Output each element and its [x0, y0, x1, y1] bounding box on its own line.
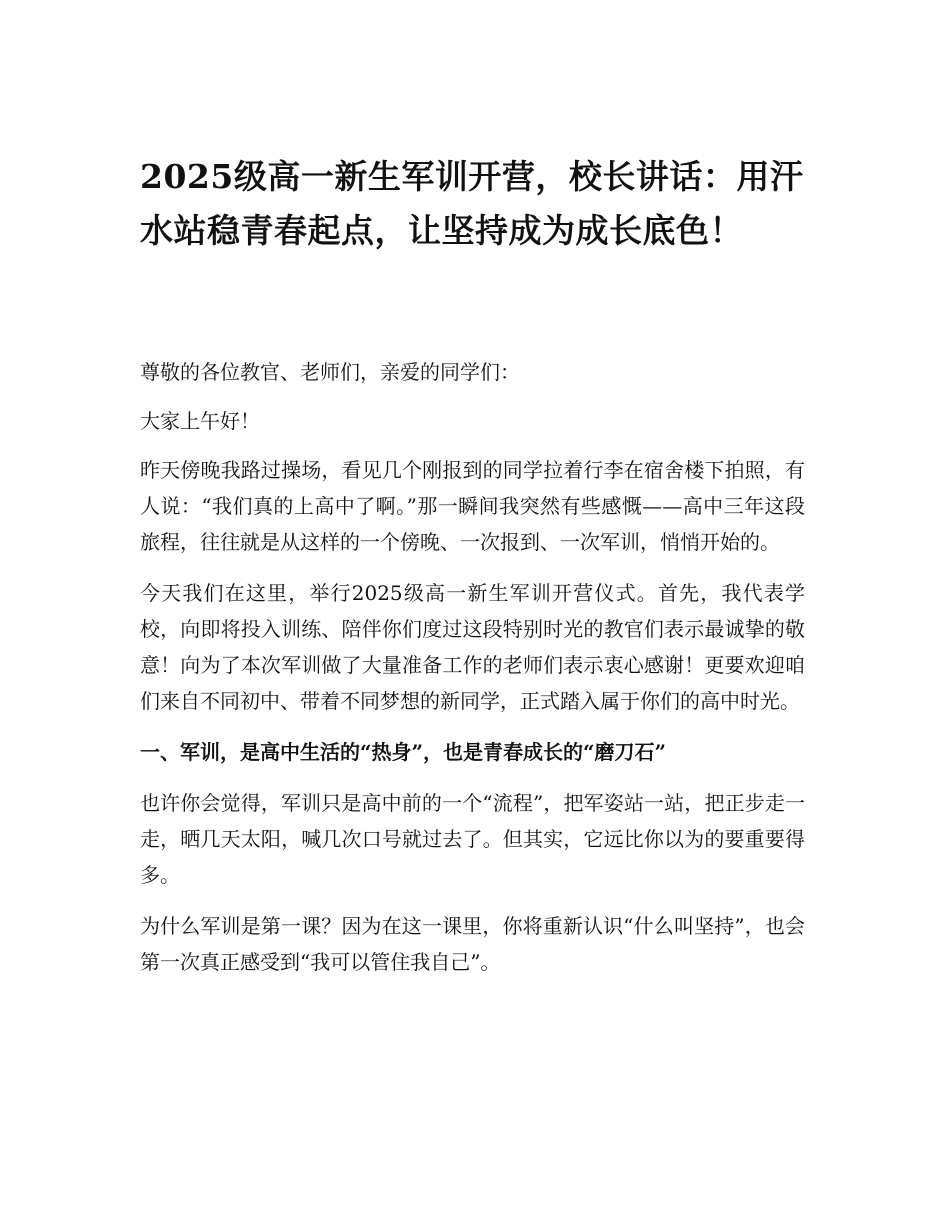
greeting: 大家上午好！ [140, 409, 260, 433]
section-heading-1: 一、军训，是高中生活的“热身”，也是青春成长的“磨刀石” [140, 740, 667, 764]
paragraph-opening: 昨天傍晚我路过操场，看见几个刚报到的同学拉着行李在宿舍楼下拍照，有人说：“我们真的上高中了啊。”那一瞬间我突然有些感慨——高中三年这段旅程，往往就是从这样的一个傍晚、一次报到、一次军训，悄悄开始的。 [140, 458, 805, 554]
document-title: 2025级高一新生军训开营，校长讲话：用汗水站稳青春起点，让坚持成为成长底色！ [140, 157, 804, 250]
paragraph-ceremony: 今天我们在这里，举行2025级高一新生军训开营仪式。首先，我代表学校，向即将投入训练、陪伴你们度过这段特别时光的教官们表示最诚挚的敬意！向为了本次军训做了大量准备工作的老师们表示衷心感谢！更要欢迎咱们来自不同初中、带着不同梦想的新同学，正式踏入属于你们的高中时光。 [140, 581, 805, 713]
document-body [140, 354, 805, 980]
section1-paragraph-1: 也许你会觉得，军训只是高中前的一个“流程”，把军姿站一站，把正步走一走，晒几天太阳，喊几次口号就过去了。但其实，它远比你以为的要重要得多。 [140, 791, 805, 887]
salutation: 尊敬的各位教官、老师们，亲爱的同学们： [140, 360, 520, 384]
section1-paragraph-2: 为什么军训是第一课？因为在这一课里，你将重新认识“什么叫坚持”，也会第一次真正感受到“我可以管住我自己”。 [140, 914, 805, 974]
document-page [140, 150, 805, 995]
